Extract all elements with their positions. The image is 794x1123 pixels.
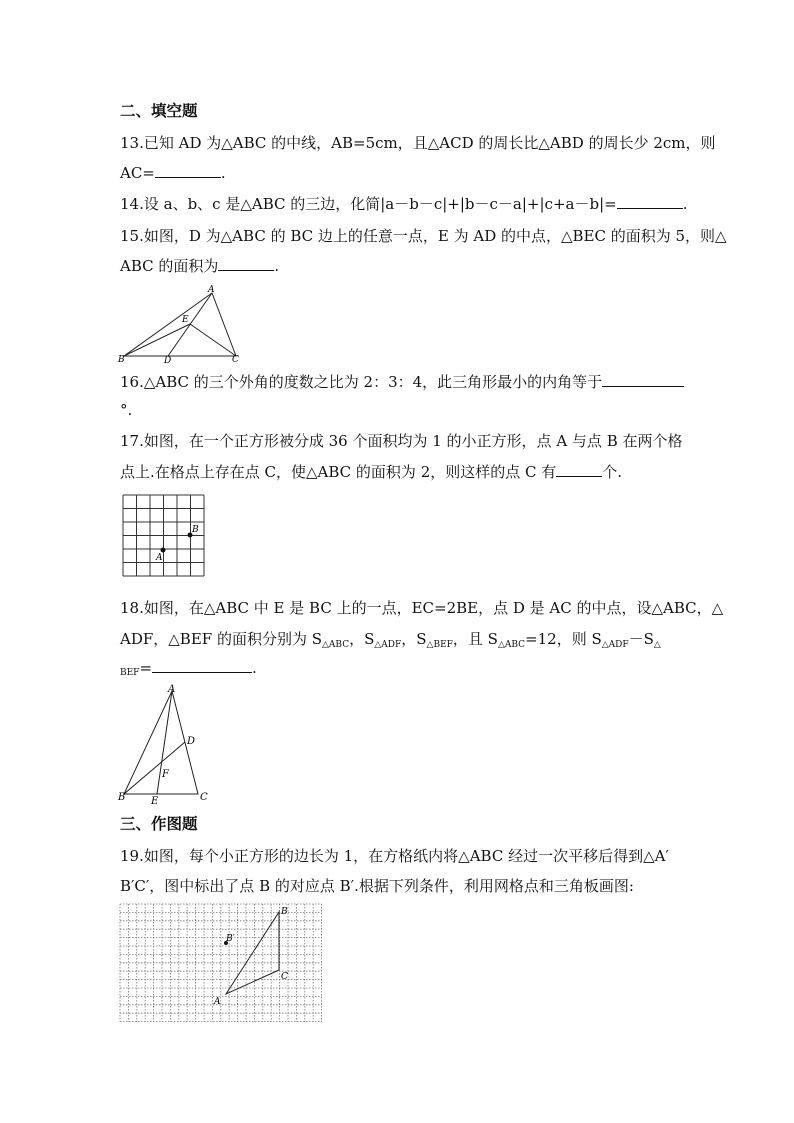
q17-label-b: B [192, 525, 199, 535]
q17-label-a: A [156, 553, 163, 563]
q19-label-b-prime: B′ [226, 934, 235, 944]
q15-label-b: B [118, 355, 125, 364]
q18-label-b: B [118, 792, 126, 803]
q15-answer-blank [218, 256, 274, 271]
q13-line1: 13.已知 AD 为△ABC 的中线，AB=5cm，且△ACD 的周长比△ABD 的周长少 2cm，则 [120, 134, 716, 152]
q15-triangle-abc [124, 293, 236, 356]
q15-segment-be [124, 324, 190, 356]
q18-label-a: A [168, 684, 176, 695]
q17-answer-blank [556, 462, 602, 477]
q13-line2: AC= . [120, 164, 226, 182]
q18-line3: BEF= . [120, 659, 257, 678]
q15-triangle-figure [116, 284, 246, 364]
q16-line2: °. [120, 401, 133, 419]
q19-grid-lines [120, 904, 322, 1022]
q15-line2: ABC 的面积为 . [120, 257, 280, 275]
q18-label-d: D [187, 736, 196, 747]
q19-line1: 19.如图，每个小正方形的边长为 1，在方格纸内将△ABC 经过一次平移后得到△A′ [120, 847, 669, 865]
q13-answer-blank [155, 163, 221, 178]
q15-label-d: D [164, 356, 172, 364]
q14-line: 14.设 a、b、c 是△ABC 的三边，化简|a－b－c|+|b－c－a|+|c+a－b|= . [120, 195, 688, 213]
q18-label-f: F [162, 769, 169, 780]
q19-label-a: A [214, 997, 221, 1007]
q17-line1: 17.如图，在一个正方形被分成 36 个面积均为 1 的小正方形，点 A 与点 B 在两个格 [120, 432, 683, 450]
q18-line1: 18.如图，在△ABC 中 E 是 BC 上的一点，EC=2BE，点 D 是 AC 的中点，设△ABC，△ [120, 599, 724, 617]
q18-label-c: C [200, 792, 208, 803]
q15-segment-ec [190, 324, 236, 356]
q18-triangle-figure [116, 682, 216, 806]
q19-label-c: C [281, 972, 288, 982]
q17-line2: 点上.在格点上存在点 C，使△ABC 的面积为 2，则这样的点 C 有 个. [120, 463, 623, 481]
q15-label-e: E [182, 315, 189, 325]
q18-segment-bd [124, 742, 185, 794]
q18-answer-blank [152, 658, 252, 673]
q18-label-e: E [151, 796, 159, 806]
q17-point-a [161, 548, 166, 553]
q16-answer-blank [602, 372, 684, 387]
q14-answer-blank [617, 194, 683, 209]
q15-line1: 15.如图，D 为△ABC 的 BC 边上的任意一点，E 为 AD 的中点，△BEC 的面积为 5，则△ [120, 227, 727, 245]
q18-line2: ADF，△BEF 的面积分别为 $S_{\triangle ABC}$，$S_{\triangle ADF}$，$S_{\triangle BEF}$，且 $S_{\triangle ABC}=12$，则 $S_{\triangle ADF}-S_\triangle$ [120, 630, 661, 650]
q15-label-c: C [232, 355, 239, 364]
q16-line1: 16.△ABC 的三个外角的度数之比为 2：3：4，此三角形最小的内角等于 [120, 372, 684, 392]
section-title-fill-blank: 二、填空题 [120, 101, 198, 120]
q19-label-b: B [281, 907, 288, 917]
q17-grid-figure [120, 492, 210, 580]
q15-label-a: A [208, 285, 215, 295]
q19-grid-figure [119, 903, 323, 1025]
section-title-drawing: 三、作图题 [120, 814, 198, 833]
q19-line2: B′C′，图中标出了点 B 的对应点 B′.根据下列条件，利用网格点和三角板画图: [120, 877, 634, 895]
